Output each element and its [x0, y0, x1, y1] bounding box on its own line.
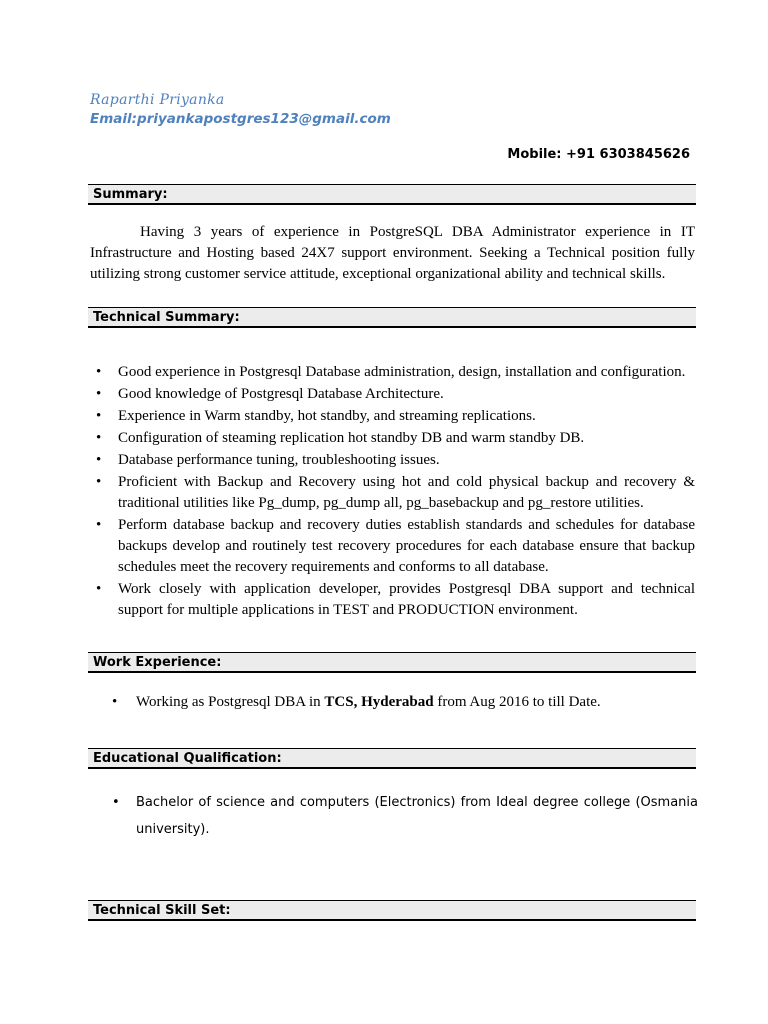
technical-skill-set-heading [88, 900, 696, 921]
work-experience-heading [88, 652, 696, 673]
education-heading [88, 748, 696, 769]
list-item: • Work closely with application developer, provides Postgresql DBA support and technical support for multiple applications in TEST and PRODUCTION environment. [90, 579, 695, 621]
work-experience-heading-label: Work Experience: [93, 655, 222, 670]
technical-skill-set-heading-label: Technical Skill Set: [93, 903, 231, 918]
summary-heading-label: Summary: [93, 187, 168, 202]
list-item: • Perform database backup and recovery duties establish standards and schedules for database backups develop and routinely test recovery procedures for each database ensure that backup schedules meet the recovery requirements and conforms to all database. [90, 515, 695, 578]
list-item [108, 692, 698, 713]
summary-text: Having 3 years of experience in PostgreSQL DBA Administrator experience in IT Infrastructure and Hosting based 24X7 support environment. Seeking a Technical position fully utilizing strong customer service attitude, exceptional organizational ability and technical skills. [90, 224, 695, 282]
education-heading-label: Educational Qualification: [93, 751, 282, 766]
list-item: • Database performance tuning, troubleshooting issues. [90, 450, 695, 471]
list-item: • Configuration of steaming replication hot standby DB and warm standby DB. [90, 428, 695, 449]
mobile-number: Mobile: +91 6303845626 [507, 147, 690, 162]
list-item: • Good knowledge of Postgresql Database Architecture. [90, 384, 695, 405]
work-company: TCS, Hyderabad [324, 694, 434, 710]
list-item: • Proficient with Backup and Recovery using hot and cold physical backup and recovery & traditional utilities like Pg_dump, pg_dump all, pg_basebackup and pg_restore utilities. [90, 472, 695, 514]
list-item: • Good experience in Postgresql Database administration, design, installation and configuration. [90, 362, 695, 383]
list-item: • Bachelor of science and computers (Electronics) from Ideal degree college (Osmania university). [108, 789, 698, 843]
email-address: Email:priyankapostgres123@gmail.com [90, 111, 391, 127]
summary-heading [88, 184, 696, 205]
work-suffix: from Aug 2016 to till Date. [433, 694, 601, 710]
summary-paragraph [90, 222, 695, 285]
technical-summary-heading-label: Technical Summary: [93, 310, 240, 325]
work-experience-list [108, 692, 698, 713]
technical-summary-heading [88, 307, 696, 328]
education-list [108, 789, 698, 843]
list-item: • Experience in Warm standby, hot standby, and streaming replications. [90, 406, 695, 427]
work-prefix: Working as Postgresql DBA in [136, 694, 325, 710]
candidate-name: Raparthi Priyanka [90, 92, 225, 108]
technical-summary-list [90, 362, 695, 622]
